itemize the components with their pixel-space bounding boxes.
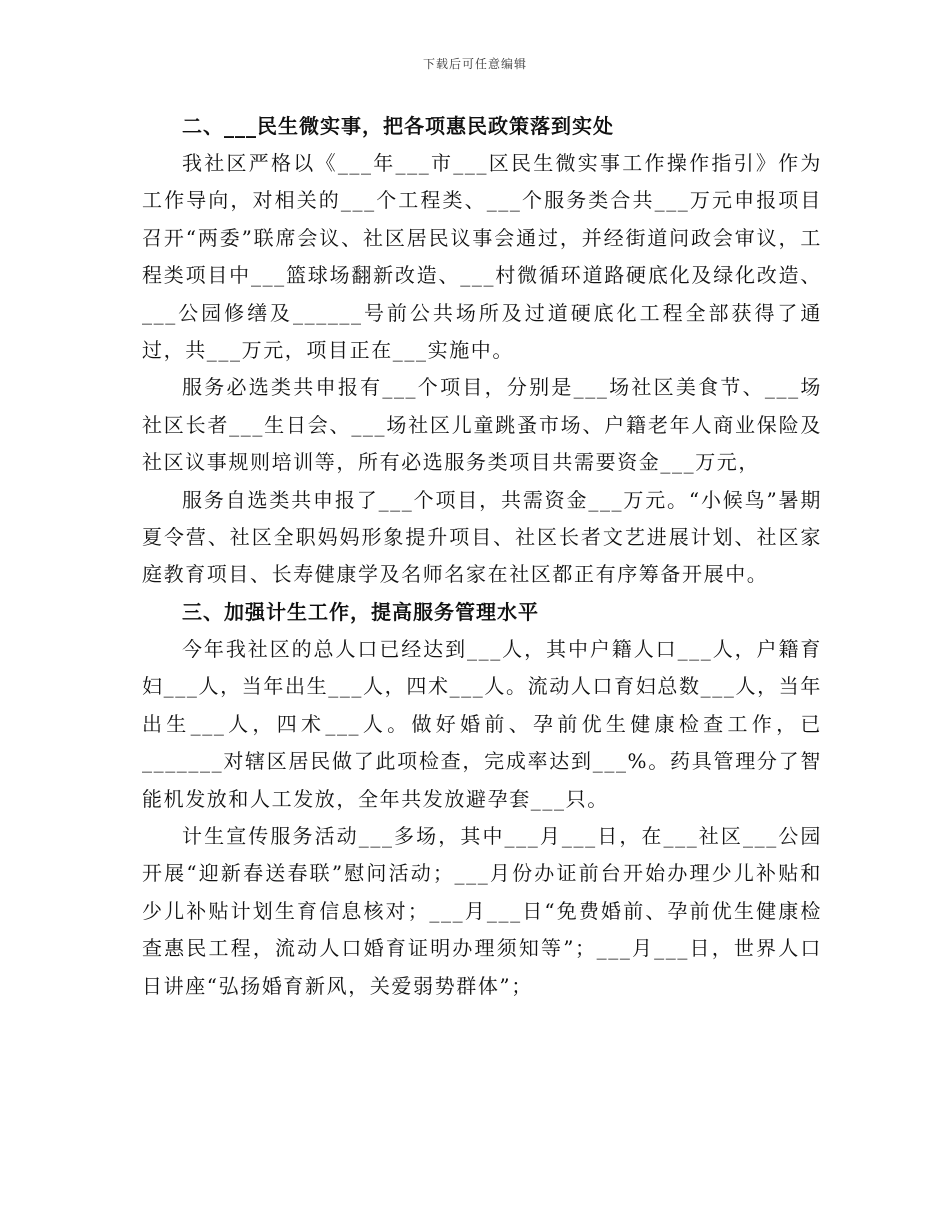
paragraph: 计生宣传服务活动___多场，其中___月___日，在___社区___公园开展“迎新春送春联”慰问活动；___月份办证前台开始办理少儿补贴和少儿补贴计划生育信息核对；___月___日“免费婚前、孕前优生健康检查惠民工程，流动人口婚育证明办理须知等”；___月___日，世界人口日讲座“弘扬婚育新风，关爱弱势群体”； [142,823,822,998]
document-body [142,108,822,1005]
paragraph: 我社区严格以《___年___市___区民生微实事工作操作指引》作为工作导向，对相关的___个工程类、___个服务类合共___万元申报项目召开“两委”联席会议、社区居民议事会通过，并经街道问政会审议，工程类项目中___篮球场翻新改造、___村微循环道路硬底化及绿化改造、___公园修缮及______号前公共场所及过道硬底化工程全部获得了通过，共___万元，项目正在___实施中。 [142,151,822,363]
section-heading: 二、___民生微实事，把各项惠民政策落到实处 [182,114,614,138]
paragraph: 服务必选类共申报有___个项目，分别是___场社区美食节、___场社区长者___生日会、___场社区儿童跳蚤市场、户籍老年人商业保险及社区议事规则培训等，所有必选服务类项目共需要资金___万元， [142,375,822,475]
page-header: 下载后可任意编辑 [422,57,527,71]
section-heading: 三、加强计生工作，提高服务管理水平 [182,599,539,624]
paragraph: 服务自选类共申报了___个项目，共需资金___万元。“小候鸟”暑期夏令营、社区全职妈妈形象提升项目、社区长者文艺进展计划、社区家庭教育项目、长寿健康学及名师名家在社区都正有序筹备开展中。 [142,487,822,587]
paragraph: 今年我社区的总人口已经达到___人，其中户籍人口___人，户籍育妇___人，当年出生___人，四术___人。流动人口育妇总数___人，当年出生___人，四术___人。做好婚前、孕前优生健康检查工作，已_______对辖区居民做了此项检查，完成率达到___%。药具管理分了智能机发放和人工发放，全年共发放避孕套___只。 [142,636,822,811]
